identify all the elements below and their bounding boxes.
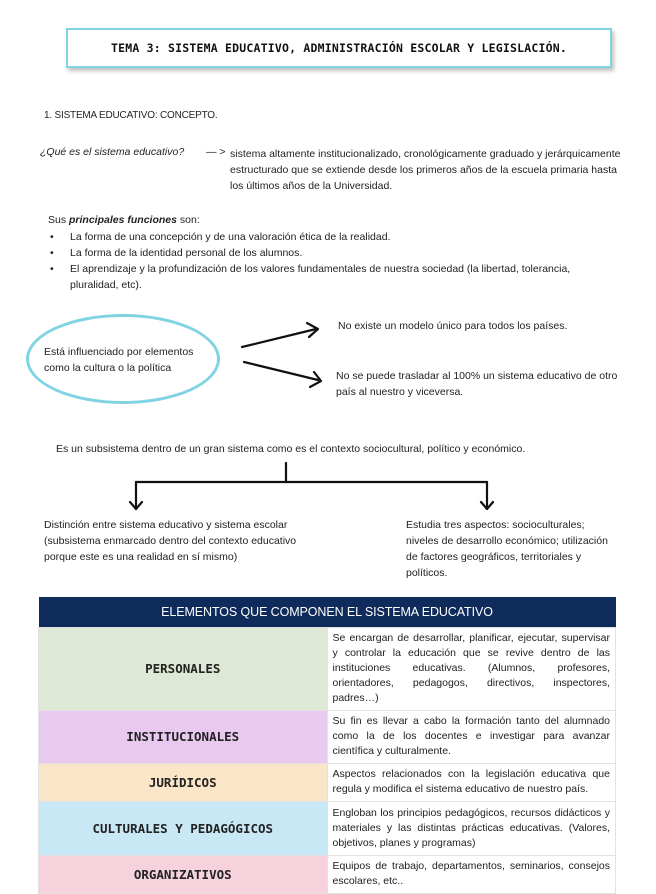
row-description: Su fin es llevar a cabo la formación tanto del alumnado como la de los docentes e investigar para avanzar científica y culturalmente. [327,711,616,764]
table-row [39,628,616,711]
table-row [39,711,616,764]
functions-intro-suffix: son: [179,214,200,226]
table-header: ELEMENTOS QUE COMPONEN EL SISTEMA EDUCATIVO [39,597,616,628]
row-description: Equipos de trabajo, departamentos, seminarios, consejos escolares, etc.. [327,856,616,894]
arrow-down-line [244,362,318,380]
influence-text: Está influenciado por elementos como la cultura o la política [44,346,194,374]
subsystem-right: Estudia tres aspectos: socioculturales; niveles de desarrollo económico; utilización de factores geográficos, territoriales y políticos. [406,519,608,579]
function-item: • El aprendizaje y la profundización de los valores fundamentales de nuestra sociedad (la libertad, tolerancia, pluralidad, etc). [48,261,608,293]
question-arrow: — > [206,146,226,158]
table-row [39,856,616,894]
table-row [39,802,616,856]
row-category: CULTURALES Y PEDAGÓGICOS [39,802,328,856]
function-item: • La forma de la identidad personal de los alumnos. [48,245,608,261]
row-description: Se encargan de desarrollar, planificar, ejecutar, supervisar y controlar la educación que se revive dentro de las instituciones educativas. (Alumnos, profesores, orientadores, pedagogos, directivos, inspectores, padres…) [327,628,616,711]
subsystem-left: Distinción entre sistema educativo y sistema escolar (subsistema enmarcado dentro del contexto educativo porque este es una realidad en sí mismo) [44,519,297,563]
question-label: ¿Qué es el sistema educativo? [40,146,185,158]
influence-branch-2: No se puede trasladar al 100% un sistema educativo de otro país al nuestro y viceversa. [336,370,618,398]
page-title: TEMA 3: SISTEMA EDUCATIVO, ADMINISTRACIÓN ESCOLAR Y LEGISLACIÓN. [111,41,567,55]
row-category: ORGANIZATIVOS [39,856,328,894]
row-category: JURÍDICOS [39,764,328,802]
row-category: PERSONALES [39,628,328,711]
question-definition: sistema altamente institucionalizado, cronológicamente graduado y jerárquicamente estructurado que se extiende desde los primeros años de la escuela primaria hasta los últimos años de la Universidad. [230,148,621,192]
influence-branch-1: No existe un modelo único para todos los países. [338,320,568,332]
elements-table [38,597,616,894]
row-description: Aspectos relacionados con la legislación educativa que regula y modifica el sistema educativo de nuestro país. [327,764,616,802]
functions-intro-bold: principales funciones [69,214,177,226]
section-heading: 1. SISTEMA EDUCATIVO: CONCEPTO. [44,110,218,121]
subsystem-text: Es un subsistema dentro de un gran sistema como es el contexto sociocultural, político y económico. [56,443,526,455]
functions-intro-prefix: Sus [48,214,67,226]
table-row [39,764,616,802]
row-description: Engloban los principios pedagógicos, recursos didácticos y materiales y las distintas prácticas educativas. (Valores, objetivos, planes y programas) [327,802,616,856]
function-item: • La forma de una concepción y de una valoración ética de la realidad. [48,229,608,245]
row-category: INSTITUCIONALES [39,711,328,764]
arrow-up-line [242,329,316,347]
